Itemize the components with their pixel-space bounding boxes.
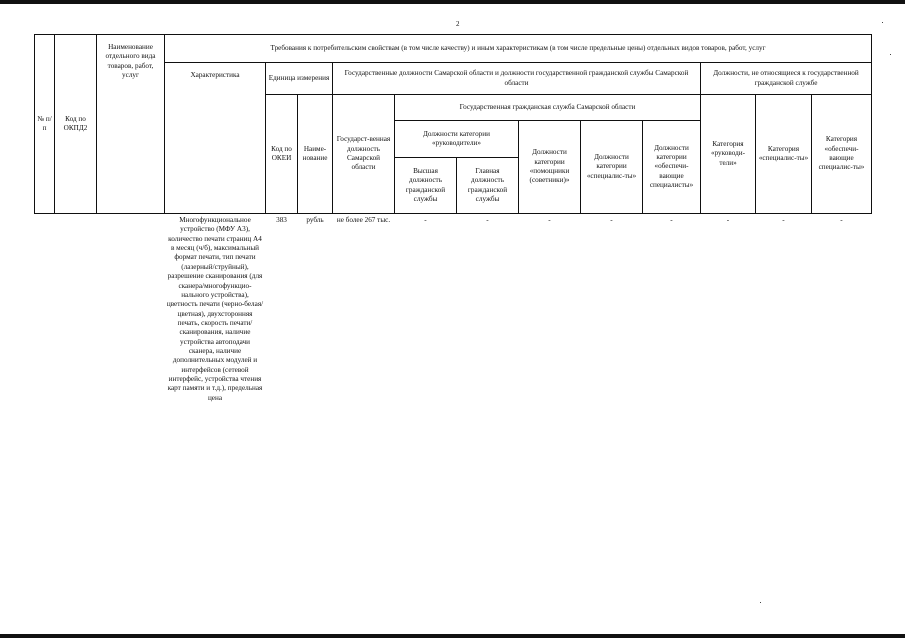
table-row [35, 214, 872, 405]
header-main-position: Главная должность гражданской службы [467, 166, 508, 203]
row-specialists: - [610, 216, 613, 224]
header-okei-code: Код по ОКЕИ [266, 95, 298, 214]
header-num: № п/п [35, 35, 55, 214]
header-gov-positions: Государственные должности Самарской области и должности государственной гражданской службы Самарской области [333, 63, 701, 95]
scan-speck [890, 54, 891, 55]
header-unit-name: Наиме-нование [298, 95, 333, 214]
row-highest: - [424, 216, 427, 224]
header-leaders-category: Должности категории «руководители» [395, 121, 518, 158]
row-num [35, 214, 55, 405]
row-unit: рубль [306, 216, 324, 224]
header-requirements: Требования к потребительским свойствам (в том числе качеству) и иным характеристикам (в том числе предельные цены) отдельных видов товаров, работ, услуг [165, 35, 872, 63]
row-main: - [486, 216, 489, 224]
page-number: 2 [456, 20, 460, 28]
scan-speck [882, 22, 883, 23]
header-civil-service: Государственная гражданская служба Самарской области [395, 95, 701, 121]
row-support: - [670, 216, 673, 224]
header-okpd2: Код по ОКПД2 [55, 35, 97, 214]
header-unit: Единица измерения [266, 63, 333, 95]
row-cat-specialists: - [782, 216, 785, 224]
row-cat-support: - [840, 216, 843, 224]
header-helpers: Должности категории «помощники (советники)» [519, 121, 581, 214]
requirements-table [34, 34, 872, 404]
header-cat-leaders: Категория «руководи-тели» [701, 95, 756, 214]
top-border-bar [0, 0, 905, 4]
header-highest-position: Высшая должность гражданской службы [395, 158, 457, 213]
scan-speck [760, 602, 761, 603]
row-okpd2 [55, 214, 97, 405]
header-cat-support: Категория «обеспечи-вающие специалис-ты» [812, 95, 872, 214]
header-gov-position: Государст-венная должность Самарской области [333, 95, 395, 214]
header-item-name: Наименование отдельного вида товаров, работ, услуг [97, 35, 165, 214]
row-helpers: - [548, 216, 551, 224]
row-cat-leaders: - [726, 216, 730, 224]
row-okei: 383 [276, 216, 287, 224]
header-cat-specialists: Категория «специалис-ты» [756, 95, 812, 214]
row-item-name [97, 214, 165, 405]
header-characteristic: Характеристика [165, 63, 266, 214]
row-gov-value: не более 267 тыс. [336, 216, 391, 224]
header-leaders-group [395, 121, 519, 214]
header-specialists: Должности категории «специалис-ты» [581, 121, 643, 214]
bottom-border-bar [0, 634, 905, 638]
row-characteristic: Многофункциональное устройство (МФУ А3), количество печати страниц А4 в месяц (ч/б), максимальный формат печати, тип печати (лазерный/струйный), разрешение сканирования (для сканера/многофункцио-нального устройства), цветность печати (черно-белая/цветная), двухсторонняя печать, скорость печати/сканирования, наличие устройства автоподачи сканера, наличие дополнительных модулей и интерфейсов (сетевой интерфейс, устройства чтения карт памяти и т.д.), предельная цена [166, 216, 264, 402]
header-non-civil-positions: Должности, не относящиеся к государственной гражданской службе [701, 63, 872, 95]
header-support-specialists: Должности категории «обеспечи-вающие специалисты» [643, 121, 701, 214]
